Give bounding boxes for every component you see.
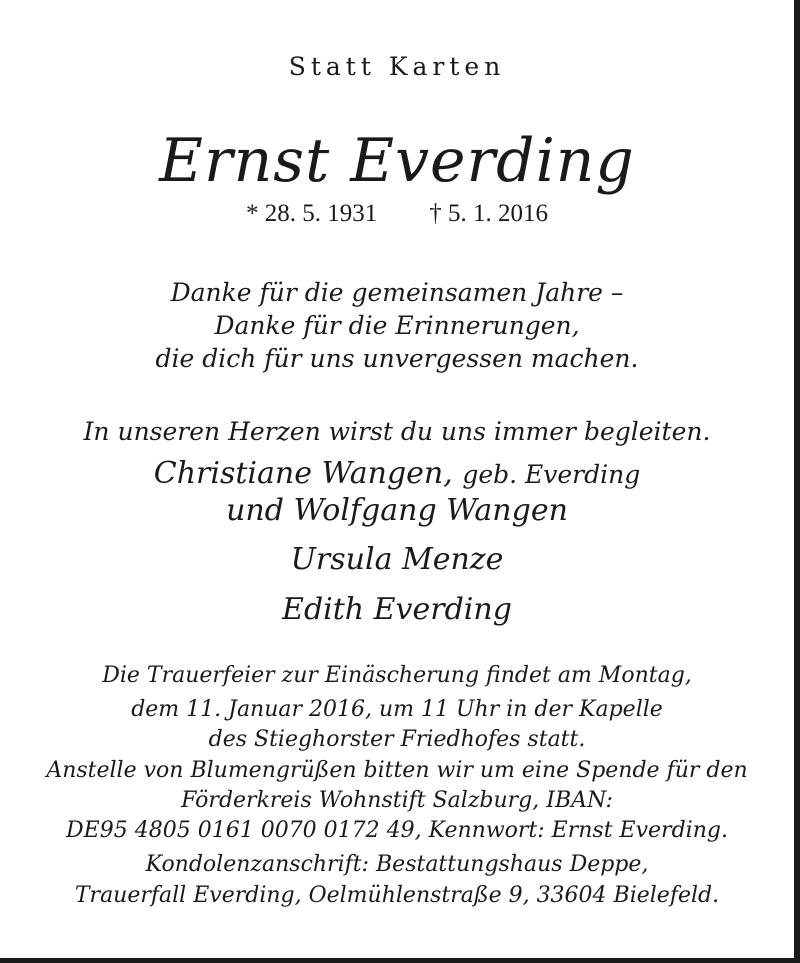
verse-line-3: die dich für uns unvergessen machen. [155, 344, 639, 373]
service-line-2: dem 11. Januar 2016, um 11 Uhr in der Kapelle [131, 697, 663, 722]
mourner-line-3: Ursula Menze [290, 542, 504, 577]
mourner-name: Christiane Wangen, [153, 456, 453, 491]
mourner-line-2: und Wolfgang Wangen [226, 493, 568, 528]
birth-date: * 28. 5. 1931 [246, 200, 378, 227]
service-line-1: Die Trauerfeier zur Einäscherung findet am Montag, [102, 663, 692, 688]
verse-line-2: Danke für die Erinnerungen, [214, 311, 580, 340]
service-line-3: des Stieghorster Friedhofes statt. [208, 727, 586, 752]
verse-line-1: Danke für die gemeinsamen Jahre – [170, 278, 624, 307]
mourner-line-4: Edith Everding [282, 592, 512, 627]
donation-line-1: Anstelle von Blumengrüßen bitten wir um eine Spende für den [46, 758, 748, 783]
condolence-line-1: Kondolenzanschrift: Bestattungshaus Deppe, [145, 852, 649, 877]
deceased-name: Ernst Everding [159, 126, 635, 196]
condolence-line-2: Trauerfall Everding, Oelmühlenstraße 9, 33604 Bielefeld. [74, 883, 720, 908]
life-dates [0, 200, 794, 228]
death-date: † 5. 1. 2016 [429, 200, 548, 227]
donation-line-2: Förderkreis Wohnstift Salzburg, IBAN: [181, 788, 613, 813]
donation-line-3: DE95 4805 0161 0070 0172 49, Kennwort: Ernst Everding. [66, 818, 728, 843]
mourner-line-1 [0, 456, 794, 491]
mourner-maiden-name: geb. Everding [462, 460, 641, 489]
closing-line: In unseren Herzen wirst du uns immer begleiten. [83, 417, 711, 446]
notice-header: Statt Karten [288, 52, 506, 81]
